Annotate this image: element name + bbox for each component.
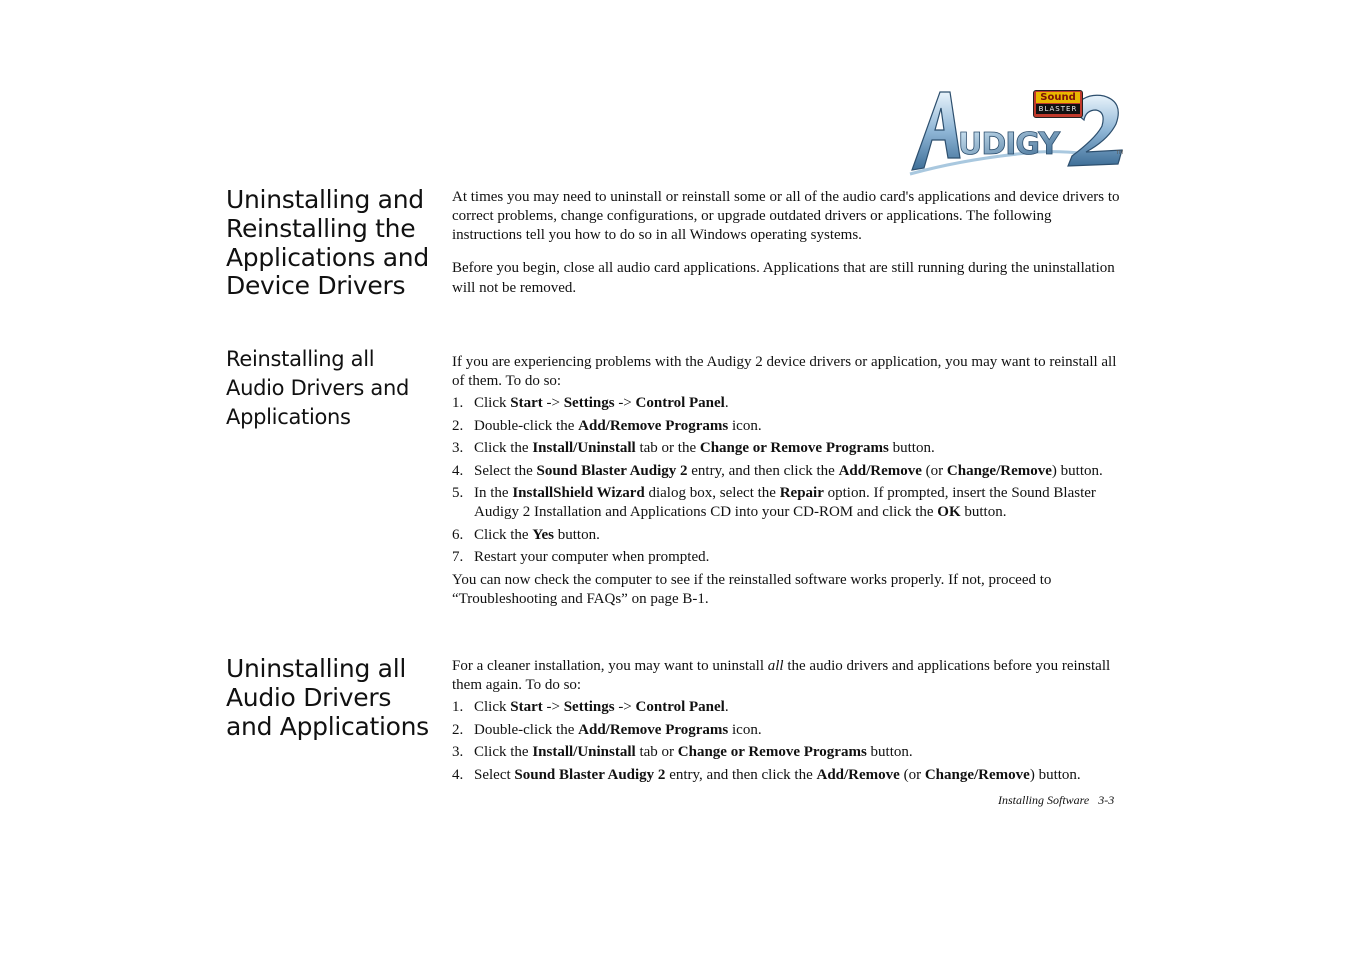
step-ui-term: OK — [937, 504, 961, 520]
step-text-run: tab or — [635, 744, 678, 760]
uninstall-body — [452, 657, 1132, 788]
svg-text:UDIGY: UDIGY — [958, 127, 1060, 162]
footer-chapter: Installing Software — [998, 793, 1090, 807]
step-item — [452, 721, 1132, 740]
step-text-run: button. — [866, 744, 913, 760]
heading-line: Audio Drivers — [226, 682, 392, 712]
step-text-run: In the — [474, 485, 513, 501]
step-ui-term: Settings — [563, 395, 615, 411]
step-text-run: Click the — [474, 526, 533, 543]
step-text-run: Click — [474, 699, 511, 715]
heading-line: Applications — [226, 404, 351, 429]
step-item — [452, 743, 1132, 762]
step-ui-term: Start — [510, 699, 543, 715]
step-item — [452, 698, 1132, 717]
step-ui-term: Add/Remove — [838, 462, 922, 479]
step-item — [452, 394, 1124, 413]
step-ui-term: Sound Blaster Audigy 2 — [536, 462, 688, 479]
step-text-run: . — [724, 395, 729, 411]
step-text — [474, 527, 600, 543]
heading-line: Uninstalling and — [226, 185, 424, 214]
audigy-wordmark-graphic — [908, 88, 1130, 180]
uninstall-intro-emphasis: all — [767, 658, 784, 674]
heading-line: and Applications — [226, 711, 429, 741]
page-footer — [998, 793, 1114, 808]
step-text — [474, 485, 1096, 520]
heading-line: Uninstalling all — [226, 654, 406, 683]
section-heading-reinstall-all — [226, 345, 441, 432]
step-text-run: Select — [474, 766, 515, 783]
heading-line: Reinstalling the — [226, 213, 416, 243]
step-text-run: (or — [921, 462, 947, 479]
step-number: 6. — [452, 526, 464, 543]
step-ui-term: Add/Remove — [816, 766, 900, 783]
step-text-run: -> — [542, 699, 564, 715]
step-text-run: Click the — [474, 744, 533, 760]
step-item — [452, 526, 1124, 545]
step-ui-term: Control Panel — [635, 395, 725, 411]
intro-paragraph: At times you may need to uninstall or reinstall some or all of the audio card's applications and device drivers to correct problems, change configurations, or upgrade outdated drivers or applications. The following instructions tell you how to do so in all Windows operating systems. — [452, 189, 1120, 243]
reinstall-intro: If you are experiencing problems with the Audigy 2 device drivers or application, you may want to reinstall all of them. To do so: — [452, 354, 1117, 389]
step-number: 1. — [452, 395, 464, 411]
step-text — [474, 418, 762, 434]
step-item — [452, 766, 1132, 785]
step-text-run: entry, and then click the — [687, 462, 839, 479]
uninstall-intro-before: For a cleaner installation, you may want to uninstall — [452, 658, 768, 674]
step-ui-term: Install/Uninstall — [532, 440, 636, 456]
step-text-run: -> — [614, 699, 636, 715]
step-text-run: icon. — [728, 721, 762, 738]
step-ui-term: Add/Remove Programs — [578, 417, 729, 434]
step-item — [452, 439, 1124, 458]
step-number: 2. — [452, 417, 464, 434]
step-text-run: entry, and then click the — [665, 766, 817, 783]
step-ui-term: Control Panel — [635, 699, 725, 715]
step-text-run: ) button. — [1051, 462, 1103, 479]
step-ui-term: Repair — [779, 485, 824, 501]
badge-blaster-text: BLASTER — [1036, 104, 1080, 114]
step-text-run: ) button. — [1029, 766, 1081, 783]
intro-paragraph: Before you begin, close all audio card applications. Applications that are still running during the uninstallation will not be removed. — [452, 260, 1115, 296]
step-text-run: -> — [542, 395, 564, 411]
step-text — [474, 767, 1081, 783]
step-text-run: -> — [614, 395, 636, 411]
footer-page-number: 3-3 — [1098, 793, 1115, 807]
svg-text:TM: TM — [1116, 150, 1124, 156]
step-text-run: option. If prompted, insert the Sound Blaster Audigy 2 Installation and Applications CD into your CD-ROM and click the — [474, 485, 1096, 520]
heading-line: Reinstalling all — [226, 347, 375, 371]
step-ui-term: Start — [510, 395, 543, 411]
step-text — [474, 722, 762, 738]
reinstall-closing: You can now check the computer to see if the reinstalled software works properly. If not, proceed to “Troubleshooting and FAQs” on page B-1. — [452, 572, 1052, 607]
step-ui-term: Settings — [563, 699, 615, 715]
step-text-run: Select the — [474, 462, 537, 479]
step-text-run: . — [724, 699, 729, 715]
step-text-run: button. — [554, 526, 600, 543]
sound-blaster-badge — [1033, 90, 1083, 118]
badge-sound-text: Sound — [1036, 92, 1080, 103]
step-text — [474, 440, 935, 456]
step-text-run: tab or the — [635, 440, 700, 456]
heading-line: Applications and — [226, 242, 429, 272]
step-ui-term: InstallShield Wizard — [512, 485, 645, 501]
step-item — [452, 462, 1124, 481]
audigy-2-logo — [908, 88, 1130, 180]
step-number: 4. — [452, 766, 464, 783]
step-number: 7. — [452, 549, 464, 565]
step-text — [474, 699, 729, 715]
step-ui-term: Yes — [532, 526, 554, 543]
step-number: 3. — [452, 440, 464, 456]
step-item — [452, 484, 1124, 522]
reinstall-body — [452, 353, 1124, 609]
uninstall-intro — [452, 657, 1132, 695]
step-ui-term: Sound Blaster Audigy 2 — [514, 766, 666, 783]
step-text-run: button. — [888, 440, 935, 456]
step-text-run: dialog box, select the — [644, 485, 780, 501]
step-text — [474, 549, 709, 565]
step-text-run: Double-click the — [474, 417, 579, 434]
intro-body — [452, 188, 1122, 298]
step-number: 3. — [452, 744, 464, 760]
section-heading-uninstall-reinstall — [226, 186, 441, 301]
uninstall-steps-list — [452, 698, 1132, 785]
section-heading-uninstall-all — [226, 655, 441, 741]
reinstall-steps-list — [452, 394, 1124, 567]
uninstall-intro-after: the audio drivers and applications before you reinstall them again. To do so: — [452, 658, 1111, 693]
step-text-run: Click the — [474, 440, 533, 456]
step-text-run: (or — [899, 766, 925, 783]
step-item — [452, 417, 1124, 436]
step-ui-term: Change/Remove — [946, 462, 1052, 479]
step-ui-term: Install/Uninstall — [532, 744, 636, 760]
step-text-run: Restart your computer when prompted. — [474, 549, 710, 565]
step-number: 4. — [452, 462, 464, 479]
step-ui-term: Change or Remove Programs — [677, 744, 867, 760]
step-ui-term: Add/Remove Programs — [578, 721, 729, 738]
step-number: 1. — [452, 699, 464, 715]
step-number: 5. — [452, 485, 464, 501]
step-ui-term: Change/Remove — [924, 766, 1030, 783]
heading-line: Device Drivers — [226, 271, 406, 301]
step-text — [474, 463, 1103, 479]
step-item — [452, 548, 1124, 567]
heading-line: Audio Drivers and — [226, 375, 410, 400]
step-number: 2. — [452, 721, 464, 738]
step-ui-term: Change or Remove Programs — [699, 440, 889, 456]
step-text — [474, 395, 729, 411]
step-text-run: Double-click the — [474, 721, 579, 738]
step-text-run: button. — [960, 504, 1007, 520]
step-text — [474, 744, 913, 760]
step-text-run: Click — [474, 395, 511, 411]
step-text-run: icon. — [728, 417, 762, 434]
